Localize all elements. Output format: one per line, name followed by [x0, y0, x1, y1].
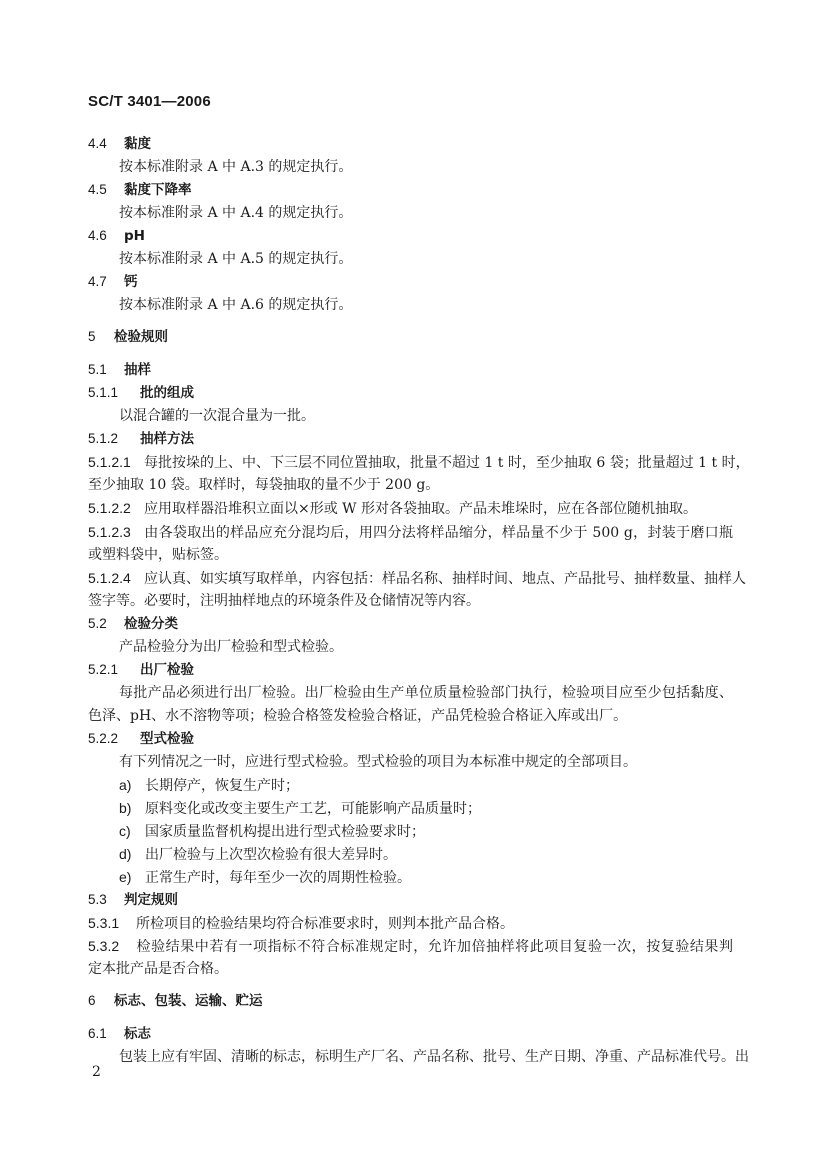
- heading-4-5: 4.5 黏度下降率: [88, 182, 192, 198]
- clause-5-1-2-1-line1: 5.1.2.1 每批按垛的上、中、下三层不同位置抽取，批量不超过 1 t 时，至少抽取 6 袋；批量超过 1 t 时，: [88, 454, 750, 471]
- page-number: 2: [92, 1064, 101, 1080]
- paragraph-4-7: 按本标准附录 A 中 A.6 的规定执行。: [119, 297, 353, 313]
- paragraph-4-5: 按本标准附录 A 中 A.4 的规定执行。: [119, 205, 353, 221]
- clause-5-3-2-line1: 5.3.2 检验结果中若有一项指标不符合标准规定时，允许加倍抽样将此项目复验一次，按复验结果判: [88, 938, 733, 955]
- list-item: d) 出厂检验与上次型次检验有很大差异时。: [119, 846, 397, 863]
- list-item: e) 正常生产时，每年至少一次的周期性检验。: [119, 869, 411, 886]
- paragraph-4-4: 按本标准附录 A 中 A.3 的规定执行。: [119, 159, 353, 175]
- clause-5-1-2-4-line1: 5.1.2.4 应认真、如实填写取样单，内容包括：样品名称、抽样时间、地点、产品批号、抽样数量、抽样人: [88, 570, 746, 587]
- heading-4-4: 4.4 黏度: [88, 136, 151, 152]
- heading-4-7: 4.7 钙: [88, 274, 138, 290]
- heading-6: 6 标志、包装、运输、贮运: [88, 993, 263, 1009]
- list-item: a) 长期停产，恢复生产时；: [119, 777, 299, 794]
- paragraph-6-1-line1: 包装上应有牢固、清晰的标志，标明生产厂名、产品名称、批号、生产日期、净重、产品标准代号。出: [119, 1049, 749, 1065]
- list-item: b) 原料变化或改变主要生产工艺，可能影响产品质量时；: [119, 800, 481, 817]
- paragraph-4-6: 按本标准附录 A 中 A.5 的规定执行。: [119, 251, 353, 267]
- heading-5: 5 检验规则: [88, 329, 168, 345]
- clause-5-3-2-line2: 定本批产品是否合格。: [88, 961, 228, 977]
- paragraph-5-1-1: 以混合罐的一次混合量为一批。: [119, 408, 315, 424]
- heading-5-2: 5.2 检验分类: [88, 616, 178, 632]
- paragraph-5-2-1-line1: 每批产品必须进行出厂检验。出厂检验由生产单位质量检验部门执行，检验项目应至少包括黏度、: [119, 685, 733, 701]
- clause-5-3-1: 5.3.1 所检项目的检验结果均符合标准要求时，则判本批产品合格。: [88, 915, 514, 932]
- heading-5-2-1: 5.2.1 出厂检验: [88, 662, 194, 678]
- clause-5-1-2-3-line2: 或塑料袋中，贴标签。: [88, 547, 228, 563]
- heading-6-1: 6.1 标志: [88, 1026, 151, 1042]
- heading-5-1-1: 5.1.1 批的组成: [88, 385, 194, 401]
- heading-5-1: 5.1 抽样: [88, 362, 151, 378]
- heading-4-6: 4.6 pH: [88, 228, 145, 244]
- clause-5-1-2-3-line1: 5.1.2.3 由各袋取出的样品应充分混均后，用四分法将样品缩分，样品量不少于 500 g，封装于磨口瓶: [88, 524, 733, 541]
- paragraph-5-2-1-line2: 色泽、pH、水不溶物等项；检验合格签发检验合格证，产品凭检验合格证入库或出厂。: [88, 708, 628, 724]
- heading-5-1-2: 5.1.2 抽样方法: [88, 431, 194, 447]
- standard-code: SC/T 3401—2006: [88, 93, 211, 110]
- paragraph-5-2-2: 有下列情况之一时，应进行型式检验。型式检验的项目为本标准中规定的全部项目。: [119, 754, 637, 770]
- heading-5-3: 5.3 判定规则: [88, 892, 178, 908]
- heading-5-2-2: 5.2.2 型式检验: [88, 731, 194, 747]
- paragraph-5-2: 产品检验分为出厂检验和型式检验。: [119, 639, 343, 655]
- clause-5-1-2-4-line2: 签字等。必要时，注明抽样地点的环境条件及仓储情况等内容。: [88, 593, 480, 609]
- list-item: c) 国家质量监督机构提出进行型式检验要求时；: [119, 823, 425, 840]
- clause-5-1-2-1-line2: 至少抽取 10 袋。取样时，每袋抽取的量不少于 200 g。: [88, 477, 440, 493]
- clause-5-1-2-2: 5.1.2.2 应用取样器沿堆积立面以×形或 W 形对各袋抽取。产品未堆垛时，应在各部位随机抽取。: [88, 500, 698, 517]
